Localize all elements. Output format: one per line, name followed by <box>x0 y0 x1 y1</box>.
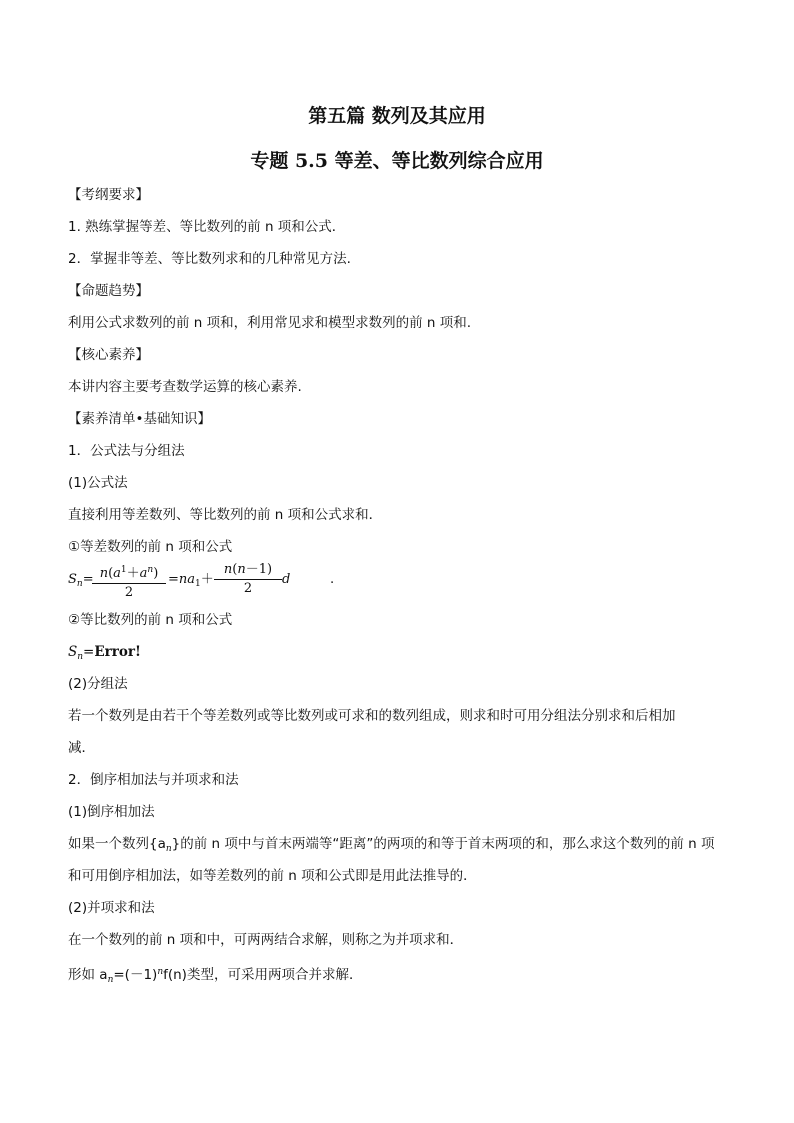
document-page: 第五篇 数列及其应用 专题 5.5 等差、等比数列综合应用 【考纲要求】 1. 熟练掌握等差、等比数列的前 n 项和公式． 2．掌握非等差、等比数列求和的几种常见方法. 【命题趋势】 利用公式求数列的前 n 项和，利用常见求和模型求数列的前 n 项和. 【核心素养】 本讲内容主要考查数学运算的核心素养. 【素养清单•基础知识】 1．公式法与分组法 (1)公式法 直接利用等差数列、等比数列的前 n 项和公式求和． ①等差数列的前 n 项和公式 $S_n=$ $\frac{n(a^1+a^n)}{2}$ $=na_1+$ $\frac{n(n-1)}{2}$ d . ②等比数列的前 n 项和公式 $S_n=Error$! (2)分组法 若一个数列是由若干个等差数列或等比数列或可求和的数列组成，则求和时可用分组法分别求和后相加 减． 2．倒序相加法与并项求和法 (1)倒序相加法 如果一个数列$\{a_n\}$的前 n 项中与首末两端等“距离”的两项的和等于首末两项的和，那么求这个数列的前 n 项 和可用倒序相加法，如等差数列的前 n 项和公式即是用此法推导的． (2)并项求和法 在一个数列的前 n 项和中，可两两结合求解，则称之为并项求和． 形如 $a_n=(-1)^nf(n)$类型，可采用两项合并求解． <box>0 0 794 1123</box>
basics-item-2: 2．倒序相加法与并项求和法 <box>68 772 239 788</box>
trend-heading: 【命题趋势】 <box>68 283 149 299</box>
requirements-heading: 【考纲要求】 <box>68 187 149 203</box>
topic-title: 专题 5.5 等差、等比数列综合应用 <box>250 150 544 172</box>
requirement-2: 2．掌握非等差、等比数列求和的几种常见方法. <box>68 251 351 267</box>
pairing-method-text: 在一个数列的前 n 项和中，可两两结合求解，则称之为并项求和． <box>68 932 464 948</box>
pairing-method-heading: (2)并项求和法 <box>68 900 155 916</box>
basics-heading: 【素养清单•基础知识】 <box>68 411 211 427</box>
grouping-text-line1: 若一个数列是由若干个等差数列或等比数列或可求和的数列组成，则求和时可用分组法分别求和后相加 <box>68 708 676 724</box>
trend-text: 利用公式求数列的前 n 项和，利用常见求和模型求数列的前 n 项和. <box>68 315 472 331</box>
reverse-add-text-line1: 如果一个数列$\{a_n\}$的前 n 项中与首末两端等“距离”的两项的和等于首末两项的和，那么求这个数列的前 n 项 <box>68 836 715 854</box>
core-heading: 【核心素养】 <box>68 347 149 363</box>
error-text: Error! <box>94 644 141 660</box>
formula-method-heading: (1)公式法 <box>68 475 128 491</box>
grouping-method-heading: (2)分组法 <box>68 676 128 692</box>
pairing-form-text: 形如 $a_n=(-1)^nf(n)$类型，可采用两项合并求解． <box>68 967 363 985</box>
formula-method-text: 直接利用等差数列、等比数列的前 n 项和公式求和． <box>68 507 383 523</box>
reverse-add-heading: (1)倒序相加法 <box>68 804 155 820</box>
geo-sum-formula: $S_n=Error$! <box>68 644 141 662</box>
core-text: 本讲内容主要考查数学运算的核心素养. <box>68 379 302 395</box>
geo-sum-heading: ②等比数列的前 n 项和公式 <box>68 612 233 628</box>
arith-sum-heading: ①等差数列的前 n 项和公式 <box>68 539 233 555</box>
basics-item-1: 1．公式法与分组法 <box>68 443 185 459</box>
grouping-text-line2: 减． <box>68 740 95 756</box>
part-title: 第五篇 数列及其应用 <box>308 105 486 127</box>
requirement-1: 1. 熟练掌握等差、等比数列的前 n 项和公式． <box>68 219 346 235</box>
reverse-add-text-line2: 和可用倒序相加法，如等差数列的前 n 项和公式即是用此法推导的． <box>68 868 477 884</box>
